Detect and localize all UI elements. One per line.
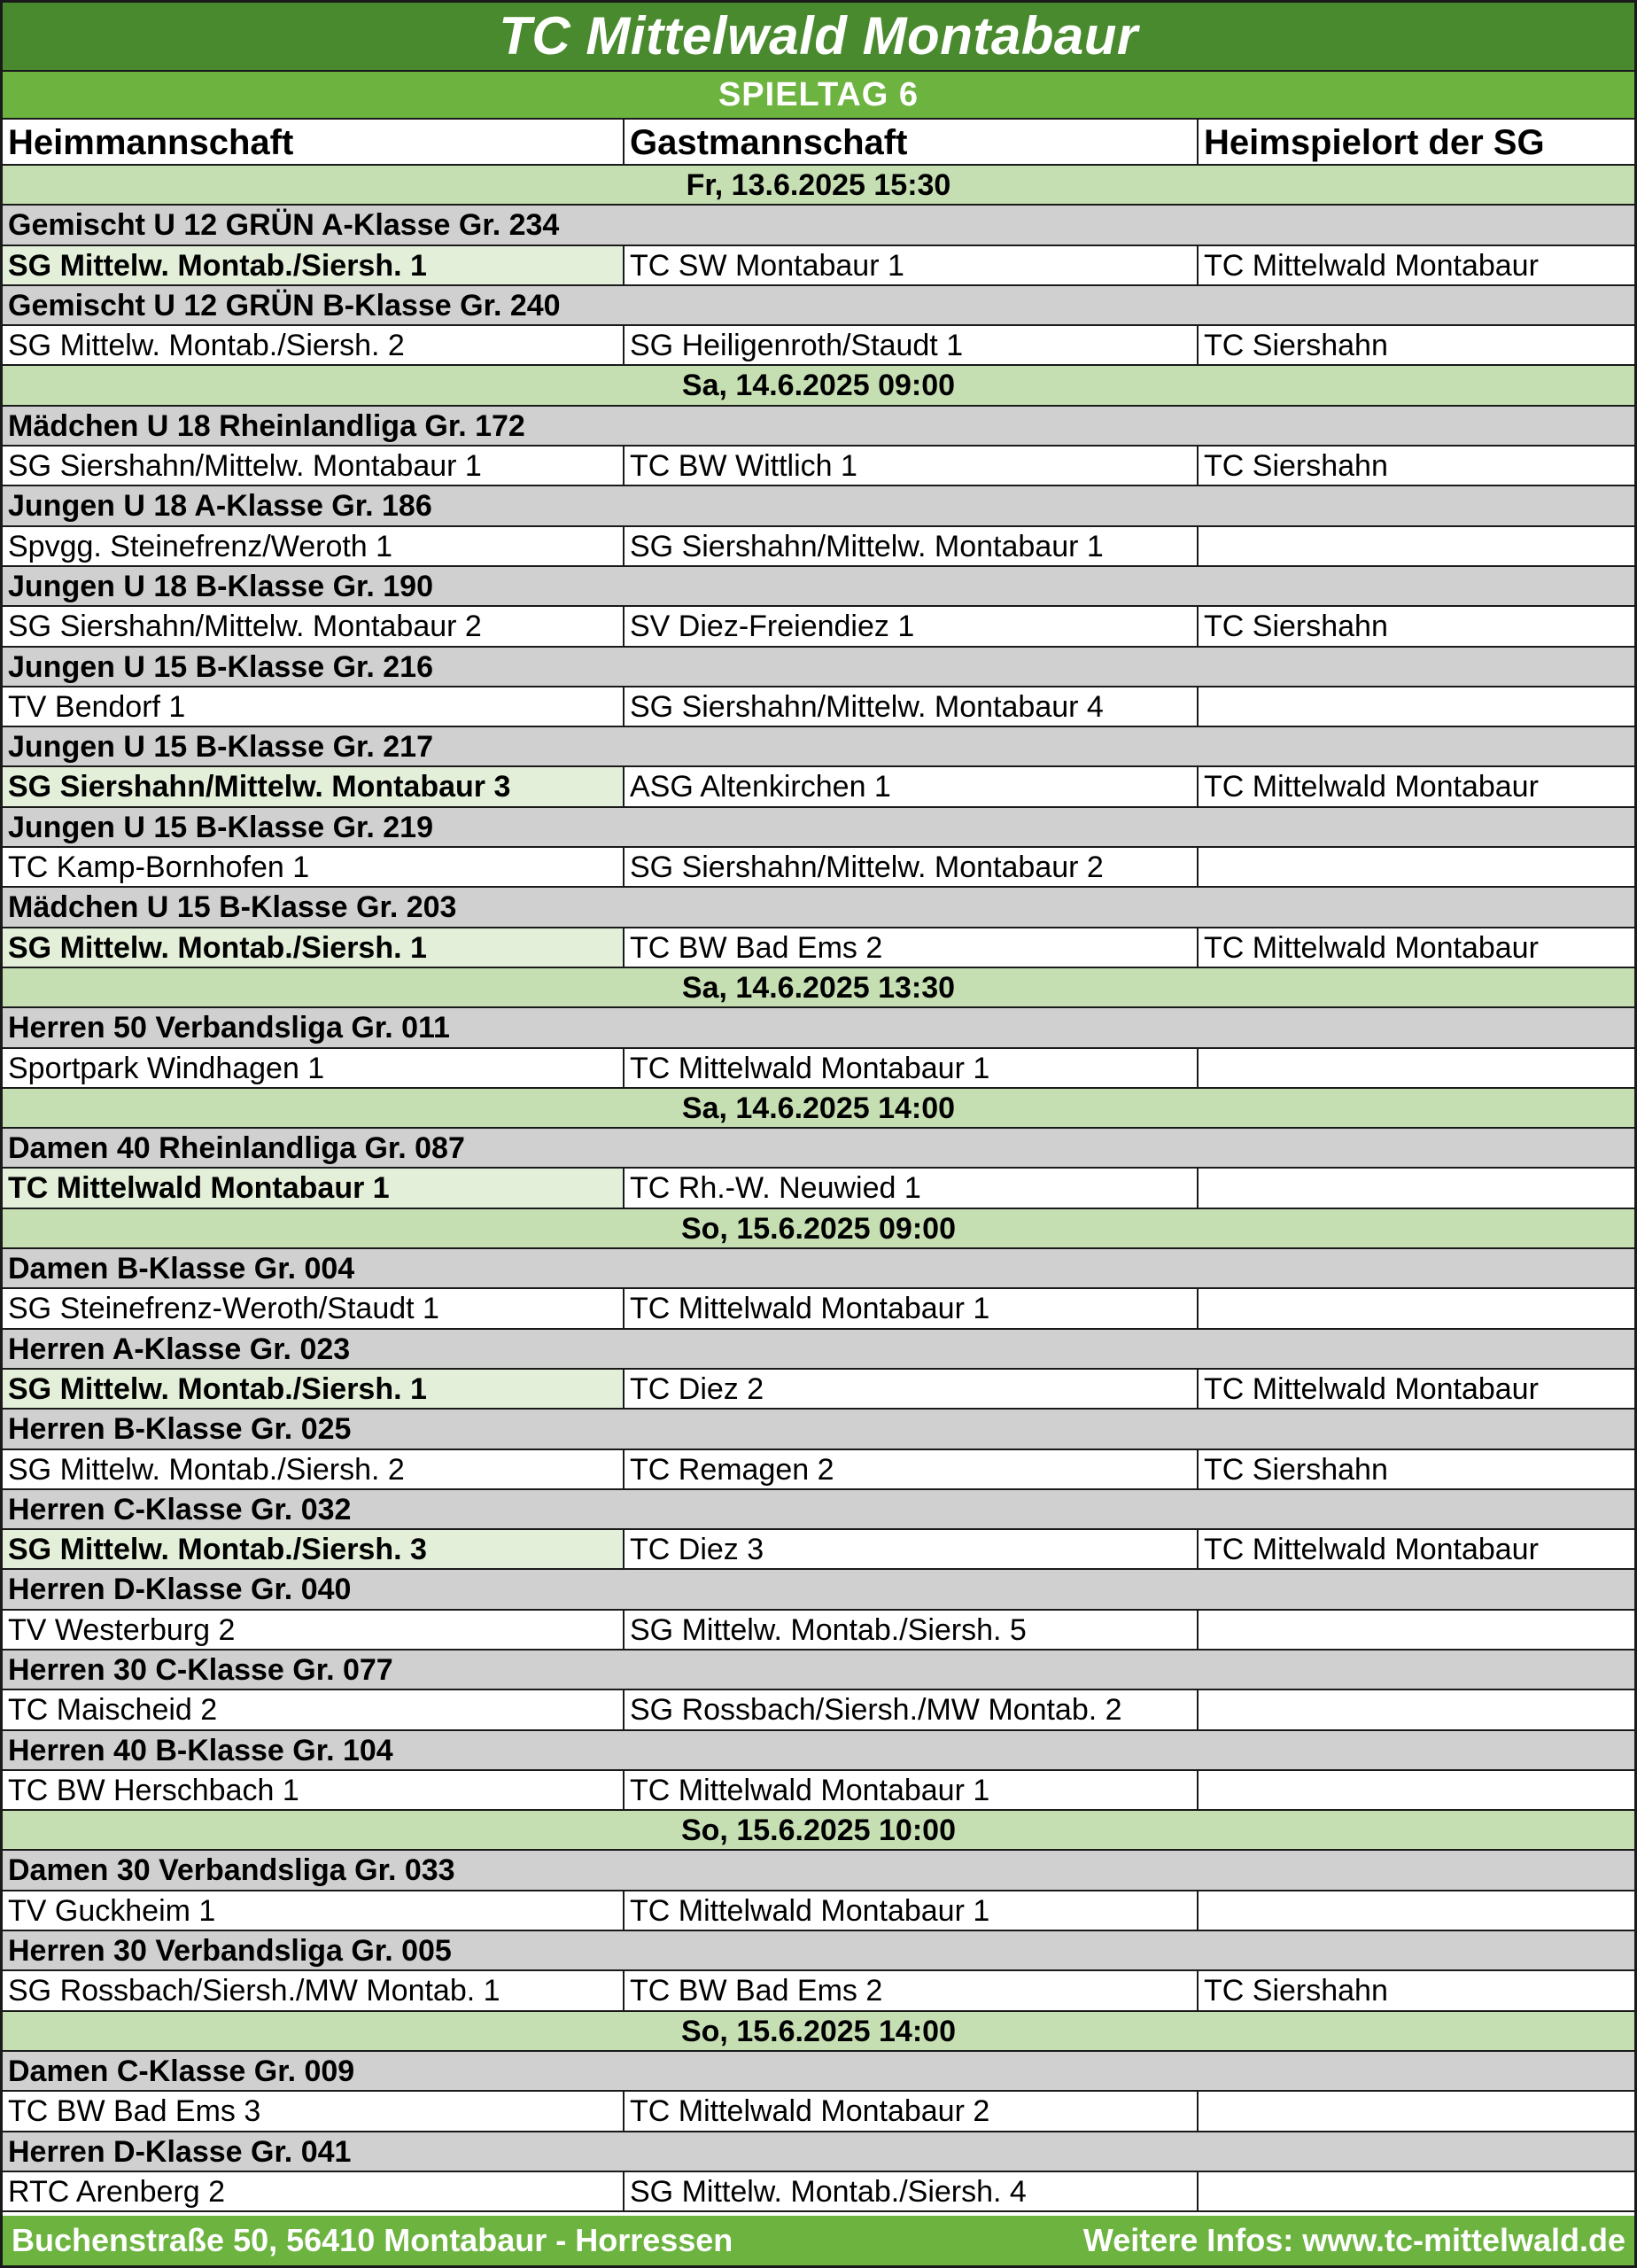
club-title: TC Mittelwald Montabaur [3, 3, 1634, 72]
match-row [3, 1289, 1634, 1329]
venue-cell [1199, 1049, 1634, 1087]
footer-info-link[interactable]: Weitere Infos: www.tc-mittelwald.de [1082, 2222, 1625, 2258]
match-row [3, 1049, 1634, 1089]
guest-team-cell: TC Mittelwald Montabaur 1 [625, 1289, 1199, 1327]
match-row [3, 848, 1634, 888]
guest-team-cell: TC BW Bad Ems 2 [625, 1971, 1199, 2009]
venue-cell [1199, 2172, 1634, 2210]
date-row: Sa, 14.6.2025 13:30 [3, 968, 1634, 1008]
home-team-cell: SG Siershahn/Mittelw. Montabaur 1 [3, 447, 625, 485]
matchday-subtitle: SPIELTAG 6 [3, 72, 1634, 120]
league-group-row: Herren C-Klasse Gr. 032 [3, 1490, 1634, 1530]
guest-team-cell: TC Rh.-W. Neuwied 1 [625, 1169, 1199, 1207]
match-row [3, 2172, 1634, 2212]
match-row [3, 2092, 1634, 2132]
venue-cell [1199, 687, 1634, 726]
league-group-row: Jungen U 18 A-Klasse Gr. 186 [3, 486, 1634, 526]
venue-cell: TC Mittelwald Montabaur [1204, 930, 1539, 965]
date-row: Sa, 14.6.2025 14:00 [3, 1089, 1634, 1129]
venue-cell: TC Siershahn [1204, 610, 1388, 644]
home-team-cell: SG Siershahn/Mittelw. Montabaur 2 [3, 607, 625, 645]
league-group-row: Herren 30 Verbandsliga Gr. 005 [3, 1931, 1634, 1971]
venue-cell: TC Siershahn [1204, 329, 1388, 363]
guest-team-cell: SG Siershahn/Mittelw. Montabaur 4 [625, 687, 1199, 726]
home-team-cell: SG Siershahn/Mittelw. Montabaur 3 [3, 767, 625, 805]
guest-team-cell: SG Siershahn/Mittelw. Montabaur 1 [625, 527, 1199, 565]
league-group-row: Mädchen U 15 B-Klasse Gr. 203 [3, 888, 1634, 928]
guest-team-cell: TC Mittelwald Montabaur 1 [625, 1891, 1199, 1930]
venue-cell: TC Mittelwald Montabaur [1204, 1371, 1539, 1406]
league-group-row: Jungen U 18 B-Klasse Gr. 190 [3, 567, 1634, 607]
guest-team-cell: SG Heiligenroth/Staudt 1 [625, 326, 1199, 364]
match-row [3, 447, 1634, 486]
guest-team-cell: TC Diez 2 [625, 1370, 1199, 1408]
date-row: So, 15.6.2025 09:00 [3, 1209, 1634, 1249]
match-row [3, 607, 1634, 647]
league-group-row: Damen 40 Rheinlandliga Gr. 087 [3, 1129, 1634, 1169]
league-group-row: Damen C-Klasse Gr. 009 [3, 2052, 1634, 2092]
venue-cell: TC Siershahn [1204, 1452, 1388, 1487]
match-row [3, 1611, 1634, 1651]
home-team-cell: RTC Arenberg 2 [3, 2172, 625, 2210]
home-team-cell: Sportpark Windhagen 1 [3, 1049, 625, 1087]
guest-team-cell: SG Mittelw. Montab./Siersh. 5 [625, 1611, 1199, 1649]
guest-team-cell: ASG Altenkirchen 1 [625, 767, 1199, 805]
date-row: Sa, 14.6.2025 09:00 [3, 366, 1634, 406]
league-group-row: Herren 40 B-Klasse Gr. 104 [3, 1731, 1634, 1771]
guest-team-cell: TC BW Bad Ems 2 [625, 928, 1199, 967]
league-group-row: Gemischt U 12 GRÜN A-Klasse Gr. 234 [3, 206, 1634, 245]
match-row [3, 1169, 1634, 1208]
match-row [3, 928, 1634, 968]
home-team-cell: TV Westerburg 2 [3, 1611, 625, 1649]
match-row [3, 1891, 1634, 1931]
guest-team-cell: TC Mittelwald Montabaur 1 [625, 1771, 1199, 1809]
schedule-rows [3, 166, 1634, 2212]
match-row [3, 1450, 1634, 1490]
footer-bar [3, 2216, 1634, 2265]
match-row [3, 1771, 1634, 1811]
home-team-cell: SG Rossbach/Siersh./MW Montab. 1 [3, 1971, 625, 2009]
match-row [3, 767, 1634, 807]
home-team-cell: TV Guckheim 1 [3, 1891, 625, 1930]
guest-team-cell: SG Mittelw. Montab./Siersh. 4 [625, 2172, 1199, 2210]
guest-team-cell: SG Rossbach/Siersh./MW Montab. 2 [625, 1690, 1199, 1728]
venue-cell: TC Siershahn [1204, 449, 1388, 484]
venue-cell: TC Mittelwald Montabaur [1204, 248, 1539, 283]
league-group-row: Jungen U 15 B-Klasse Gr. 219 [3, 808, 1634, 848]
footer-address: Buchenstraße 50, 56410 Montabaur - Horressen [12, 2222, 733, 2258]
venue-cell [1199, 1690, 1634, 1728]
date-row: Fr, 13.6.2025 15:30 [3, 166, 1634, 206]
match-row [3, 687, 1634, 727]
venue-cell [1199, 1169, 1634, 1207]
league-group-row: Herren B-Klasse Gr. 025 [3, 1410, 1634, 1449]
home-team-cell: TV Bendorf 1 [3, 687, 625, 726]
home-team-cell: TC Maischeid 2 [3, 1690, 625, 1728]
column-header-row [3, 120, 1634, 166]
home-team-cell: SG Mittelw. Montab./Siersh. 1 [3, 1370, 625, 1408]
home-team-cell: TC BW Herschbach 1 [3, 1771, 625, 1809]
league-group-row: Herren A-Klasse Gr. 023 [3, 1330, 1634, 1370]
match-row [3, 246, 1634, 286]
venue-cell [1199, 848, 1634, 886]
guest-team-cell: TC BW Wittlich 1 [625, 447, 1199, 485]
home-team-cell: SG Mittelw. Montab./Siersh. 1 [3, 246, 625, 284]
match-row [3, 1530, 1634, 1570]
column-header-venue: Heimspielort der SG [1204, 123, 1545, 162]
guest-team-cell: TC Mittelwald Montabaur 2 [625, 2092, 1199, 2130]
home-team-cell: SG Mittelw. Montab./Siersh. 3 [3, 1530, 625, 1568]
home-team-cell: TC BW Bad Ems 3 [3, 2092, 625, 2130]
home-team-cell: SG Steinefrenz-Weroth/Staudt 1 [3, 1289, 625, 1327]
league-group-row: Mädchen U 18 Rheinlandliga Gr. 172 [3, 407, 1634, 447]
venue-cell [1199, 1771, 1634, 1809]
home-team-cell: TC Kamp-Bornhofen 1 [3, 848, 625, 886]
guest-team-cell: TC Diez 3 [625, 1530, 1199, 1568]
match-row [3, 1370, 1634, 1410]
venue-cell [1199, 1891, 1634, 1930]
home-team-cell: SG Mittelw. Montab./Siersh. 2 [3, 326, 625, 364]
home-team-cell: Spvgg. Steinefrenz/Weroth 1 [3, 527, 625, 565]
match-row [3, 527, 1634, 567]
venue-cell: TC Mittelwald Montabaur [1204, 770, 1539, 804]
match-row [3, 1690, 1634, 1730]
match-row [3, 1971, 1634, 2011]
home-team-cell: TC Mittelwald Montabaur 1 [3, 1169, 625, 1207]
venue-cell: TC Siershahn [1204, 1974, 1388, 2008]
home-team-cell: SG Mittelw. Montab./Siersh. 2 [3, 1450, 625, 1488]
date-row: So, 15.6.2025 10:00 [3, 1811, 1634, 1851]
home-team-cell: SG Mittelw. Montab./Siersh. 1 [3, 928, 625, 967]
date-row: So, 15.6.2025 14:00 [3, 2012, 1634, 2052]
guest-team-cell: TC Mittelwald Montabaur 1 [625, 1049, 1199, 1087]
league-group-row: Jungen U 15 B-Klasse Gr. 216 [3, 648, 1634, 687]
venue-cell [1199, 1289, 1634, 1327]
league-group-row: Damen B-Klasse Gr. 004 [3, 1249, 1634, 1289]
venue-cell: TC Mittelwald Montabaur [1204, 1533, 1539, 1567]
guest-team-cell: SV Diez-Freiendiez 1 [625, 607, 1199, 645]
league-group-row: Herren 50 Verbandsliga Gr. 011 [3, 1008, 1634, 1048]
guest-team-cell: TC Remagen 2 [625, 1450, 1199, 1488]
venue-cell [1199, 527, 1634, 565]
league-group-row: Damen 30 Verbandsliga Gr. 033 [3, 1851, 1634, 1891]
guest-team-cell: SG Siershahn/Mittelw. Montabaur 2 [625, 848, 1199, 886]
venue-cell [1199, 1611, 1634, 1649]
league-group-row: Gemischt U 12 GRÜN B-Klasse Gr. 240 [3, 286, 1634, 326]
guest-team-cell: TC SW Montabaur 1 [625, 246, 1199, 284]
venue-cell [1199, 2092, 1634, 2130]
league-group-row: Jungen U 15 B-Klasse Gr. 217 [3, 727, 1634, 767]
league-group-row: Herren D-Klasse Gr. 040 [3, 1570, 1634, 1610]
column-header-home: Heimmannschaft [3, 120, 625, 164]
league-group-row: Herren D-Klasse Gr. 041 [3, 2132, 1634, 2172]
column-header-guest: Gastmannschaft [625, 120, 1199, 164]
match-row [3, 326, 1634, 366]
league-group-row: Herren 30 C-Klasse Gr. 077 [3, 1651, 1634, 1690]
